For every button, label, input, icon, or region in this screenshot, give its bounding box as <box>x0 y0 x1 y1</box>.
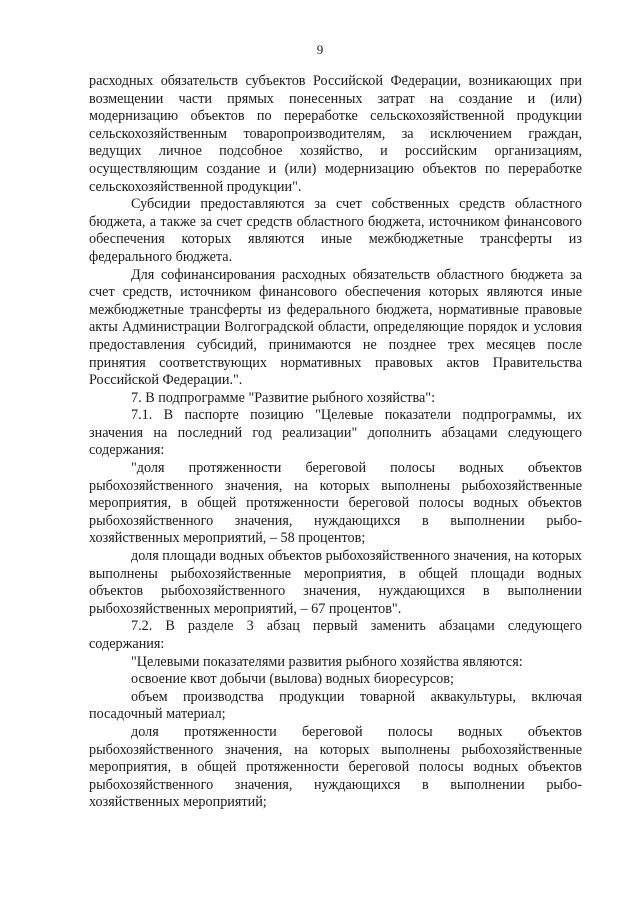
paragraph-shoreline-share: "доля протяженности береговой полосы водных объектов рыбохозяйственного значения, на которых выполнены рыбохозяйственные мероприятия, в общей протяженности береговой полосы водных объектов рыбохозяйственного значения, нуждающихся в выполнении рыбо-хозяйственных мероприятий, – 58 процентов; <box>89 460 582 547</box>
paragraph-target-indicators: "Целевыми показателями развития рыбного хозяйства являются: <box>131 653 523 670</box>
paragraph-quota-development: освоение квот добычи (вылова) водных биоресурсов; <box>131 671 454 688</box>
paragraph-item-7-1: 7.1. В паспорте позицию "Целевые показатели подпрограммы, их значения на последний год реализации" дополнить абзацами следующего содержания: <box>89 407 582 459</box>
document-body <box>89 73 582 812</box>
paragraph-subsidies-source: Субсидии предоставляются за счет собственных средств областного бюджета, а также за счет средств областного бюджета, источником финансового обеспечения которых являются иные межбюджетные трансферты из федерального бюджета. <box>89 196 582 265</box>
page-number: 9 <box>316 42 324 57</box>
paragraph-continuation: расходных обязательств субъектов Российской Федерации, возникающих при возмещении части прямых понесенных затрат на создание и (или) модернизацию объектов по переработке сельскохозяйственной продукции сельскохозяйственным товаропроизводителям, за исключением граждан, ведущих личное подсобное хозяйство, и российским организациям, осуществляющим создание и (или) модернизацию объектов по переработке сельскохозяйственной продукции". <box>89 73 582 195</box>
paragraph-area-share: доля площади водных объектов рыбохозяйственного значения, на которых выполнены рыбохозяйственные мероприятия, в общей площади водных объектов рыбохозяйственного значения, нуждающихся в выполнении рыбохозяйственных мероприятий, – 67 процентов". <box>89 548 582 617</box>
paragraph-shoreline-share-2: доля протяженности береговой полосы водных объектов рыбохозяйственного значения, на которых выполнены рыбохозяйственные мероприятия, в общей протяженности береговой полосы водных объектов рыбохозяйственного значения, нуждающихся в выполнении рыбо-хозяйственных мероприятий; <box>89 723 582 811</box>
paragraph-item-7-2: 7.2. В разделе 3 абзац первый заменить абзацами следующего содержания: <box>89 618 582 652</box>
paragraph-aquaculture-volume: объем производства продукции товарной аквакультуры, включая посадочный материал; <box>89 688 582 723</box>
paragraph-item-7: 7. В подпрограмме "Развитие рыбного хозяйства": <box>131 389 436 406</box>
paragraph-cofinancing: Для софинансирования расходных обязательств областного бюджета за счет средств, источником финансового обеспечения которых являются иные межбюджетные трансферты из федерального бюджета, нормативные правовые акты Администрации Волгоградской области, определяющие порядок и условия предоставления субсидий, принимаются не позднее трех месяцев после принятия соответствующих нормативных правовых актов Правительства Российской Федерации.". <box>89 266 582 389</box>
